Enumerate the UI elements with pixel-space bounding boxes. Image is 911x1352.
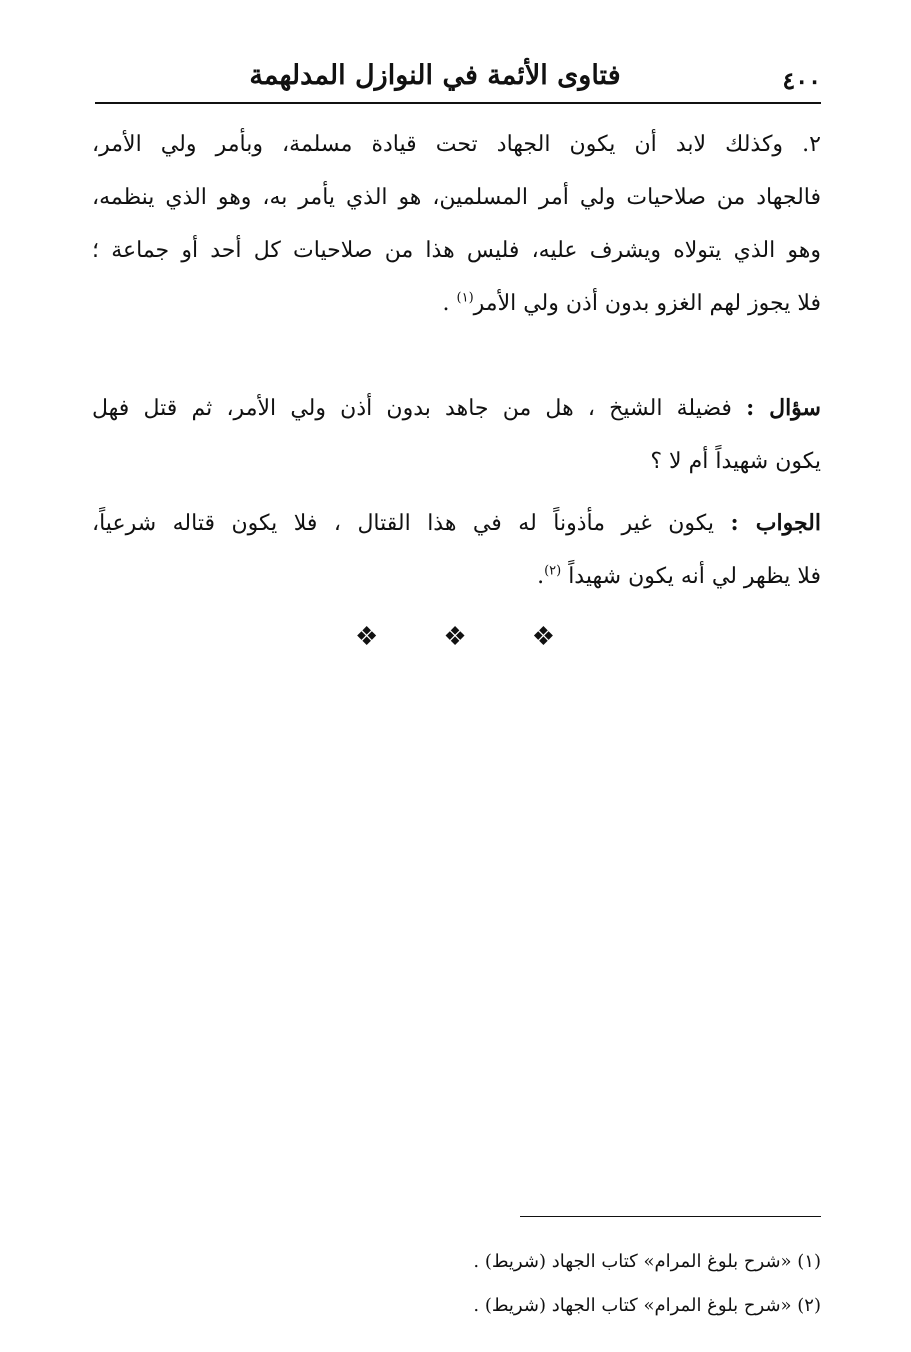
paragraph-line: ٢. وكذلك لابد أن يكون الجهاد تحت قيادة مسلمة، وبأمر ولي الأمر، <box>92 132 821 157</box>
answer-label: الجواب : <box>730 510 821 536</box>
ornament-icon: ❖ <box>531 622 555 652</box>
section-divider <box>355 622 555 652</box>
answer-line <box>92 497 821 550</box>
answer-block <box>92 497 821 603</box>
question-block <box>92 382 821 488</box>
paragraph-jihad-conditions <box>92 118 821 330</box>
header-rule <box>95 102 821 104</box>
paragraph-line-last <box>92 277 821 330</box>
answer-text-2: فلا يظهر لي أنه يكون شهيداً <box>561 564 821 589</box>
page-header <box>95 58 821 104</box>
paragraph-line: فالجهاد من صلاحيات ولي أمر المسلمين، هو الذي يأمر به، وهو الذي ينظمه، <box>92 185 821 210</box>
question-line <box>92 382 821 435</box>
answer-text: يكون غير مأذوناً له في هذا القتال ، فلا يكون قتاله شرعياً، <box>92 511 731 536</box>
question-line-2: يكون شهيداً أم لا ؟ <box>650 449 821 474</box>
answer-line-2 <box>92 550 821 603</box>
footnotes <box>92 1240 821 1328</box>
footnote-rule <box>520 1216 821 1217</box>
answer-end: . <box>537 564 545 589</box>
ornament-icon: ❖ <box>443 622 467 652</box>
footnote-ref-2: (٢) <box>544 563 562 579</box>
paragraph-line: وهو الذي يتولاه ويشرف عليه، فليس هذا من صلاحيات كل أحد أو جماعة ؛ <box>92 238 821 263</box>
paragraph-end: . <box>442 291 457 316</box>
footnote-1: (١) «شرح بلوغ المرام» كتاب الجهاد (شريط) . <box>473 1251 821 1272</box>
question-text: فضيلة الشيخ ، هل من جاهد بدون أذن ولي الأمر، ثم قتل فهل <box>92 396 747 421</box>
running-title: فتاوى الأئمة في النوازل المدلهمة <box>249 60 621 91</box>
footnote-ref-1: (١) <box>456 290 474 306</box>
page-number: ٤٠٠ <box>782 66 821 95</box>
ornament-icon: ❖ <box>355 622 379 652</box>
footnote-2: (٢) «شرح بلوغ المرام» كتاب الجهاد (شريط) . <box>473 1295 821 1316</box>
paragraph-line-text: فلا يجوز لهم الغزو بدون أذن ولي الأمر <box>473 291 821 316</box>
question-label: سؤال : <box>746 395 821 421</box>
